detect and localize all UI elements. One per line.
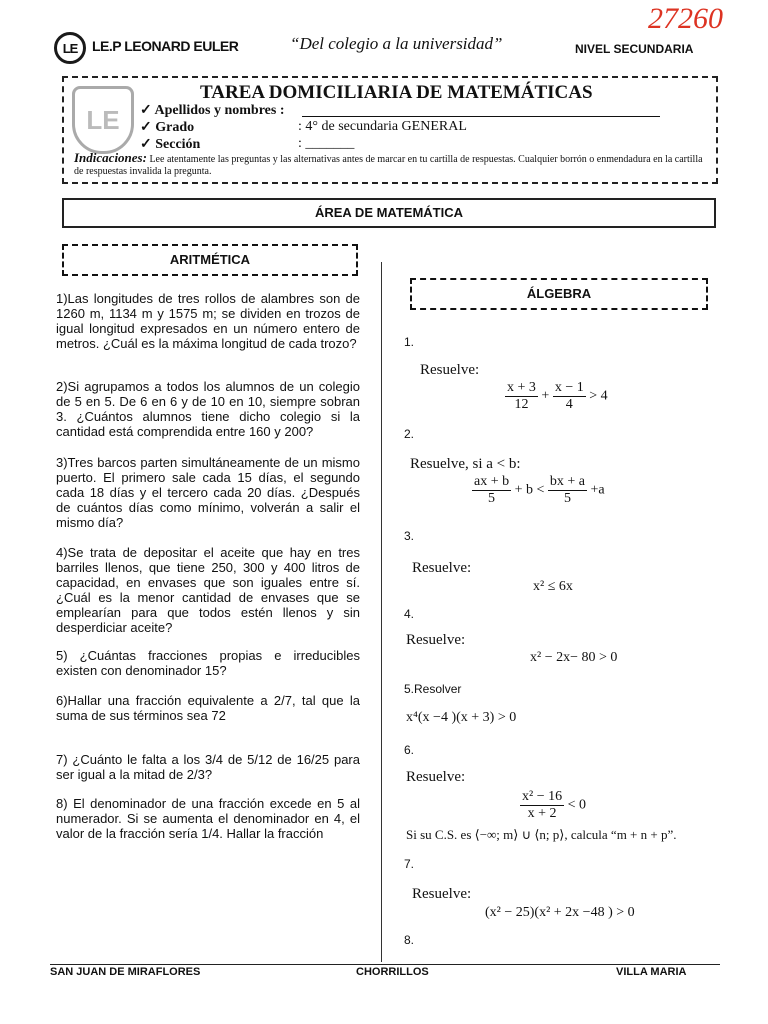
eq2-tail: +a bbox=[590, 482, 605, 498]
alg-instruction-1: Resuelve: bbox=[420, 362, 480, 378]
alg-eq-7: (x² − 25)(x² + 2x −48 ) > 0 bbox=[485, 905, 635, 920]
alg-eq-2 bbox=[472, 474, 605, 507]
alg-eq-6 bbox=[520, 789, 586, 822]
area-title: ÁREA DE MATEMÁTICA bbox=[62, 198, 716, 228]
arith-question-5: 5) ¿Cuántas fracciones propias e irreducibles existen con denominador 15? bbox=[56, 648, 360, 678]
eq1-num1: x + 3 bbox=[507, 380, 536, 395]
indications-label: Indicaciones: bbox=[74, 150, 147, 165]
level-label: NIVEL SECUNDARIA bbox=[575, 42, 694, 56]
alg-num-1: 1. bbox=[404, 335, 415, 349]
field-value-section: : _______ bbox=[298, 136, 355, 151]
field-value-grade: : 4° de secundaria GENERAL bbox=[298, 119, 467, 134]
field-label-section: ✓ Sección bbox=[140, 137, 201, 152]
eq1-den2: 4 bbox=[565, 397, 573, 412]
column-divider bbox=[381, 262, 382, 962]
eq2-den1: 5 bbox=[488, 491, 496, 506]
arith-question-8: 8) El denominador de una fracción excede en 5 al numerador. Si se aumenta el denominador en 4, el valor de la fracción sería 1/4. Hallar la fracción bbox=[56, 796, 360, 841]
arith-question-6: 6)Hallar una fracción equivalente a 2/7, tal que la suma de sus términos sea 72 bbox=[56, 693, 360, 723]
footer-center: CHORRILLOS bbox=[356, 966, 429, 978]
field-label-grade: ✓ Grado bbox=[140, 120, 195, 135]
alg-instruction-2: Resuelve, si a < b: bbox=[410, 456, 521, 472]
eq1-op: + bbox=[541, 388, 550, 404]
motto: “Del colegio a la universidad” bbox=[290, 34, 503, 53]
eq1-num2: x − 1 bbox=[554, 380, 584, 395]
alg-num-3: 3. bbox=[404, 529, 415, 543]
arith-question-2: 2)Si agrupamos a todos los alumnos de un colegio de 5 en 5. De 6 en 6 y de 10 en 10, siempre sobran 3. ¿Cuántos alumnos tiene dicho colegio si la cantidad está comprendida entre 160 y 200? bbox=[56, 379, 360, 439]
alg-num-7: 7. bbox=[404, 857, 415, 871]
alg-eq-3: x² ≤ 6x bbox=[533, 579, 573, 594]
indications bbox=[74, 152, 714, 178]
alg-instruction-6: Resuelve: bbox=[406, 769, 466, 785]
algebra-title: ÁLGEBRA bbox=[410, 278, 708, 310]
eq1-den1: 12 bbox=[514, 397, 529, 412]
alg-extra-6: Si su C.S. es ⟨−∞; m⟩ ∪ ⟨n; p⟩, calcula “m + n + p”. bbox=[406, 827, 677, 842]
handwritten-number: 27260 bbox=[648, 2, 723, 35]
eq2-mid: + b < bbox=[514, 482, 545, 498]
homework-title: TAREA DOMICILIARIA DE MATEMÁTICAS bbox=[200, 82, 593, 103]
alg-num-4: 4. bbox=[404, 607, 415, 621]
indications-text: Lee atentamente las preguntas y las alternativas antes de marcar en tu cartilla de respuestas. Cualquier borrón o enmendadura en la cartilla de respuestas invalida la pregunta. bbox=[74, 154, 703, 177]
alg-num-6: 6. bbox=[404, 743, 415, 757]
arith-question-7: 7) ¿Cuánto le falta a los 3/4 de 5/12 de 16/25 para ser igual a la mitad de 2/3? bbox=[56, 752, 360, 782]
alg-instruction-3: Resuelve: bbox=[412, 560, 472, 576]
school-logo bbox=[54, 32, 86, 64]
eq6-den: x + 2 bbox=[527, 806, 557, 821]
alg-eq-4: x² − 2x− 80 > 0 bbox=[530, 650, 618, 665]
school-name: LE.P LEONARD EULER bbox=[92, 38, 239, 54]
eq2-den2: 5 bbox=[563, 491, 571, 506]
eq6-num: x² − 16 bbox=[522, 789, 563, 804]
field-label-name: ✓ Apellidos y nombres : bbox=[140, 103, 285, 118]
alg-num-2: 2. bbox=[404, 427, 415, 441]
footer-left: SAN JUAN DE MIRAFLORES bbox=[50, 966, 201, 978]
footer-right: VILLA MARIA bbox=[616, 966, 687, 978]
alg-instruction-4: Resuelve: bbox=[406, 632, 466, 648]
eq6-tail: < 0 bbox=[567, 797, 586, 813]
watermark-logo: LE bbox=[72, 86, 134, 154]
eq1-tail: > 4 bbox=[589, 388, 608, 404]
footer-divider bbox=[50, 964, 720, 965]
alg-instruction-7: Resuelve: bbox=[412, 886, 472, 902]
eq2-num2: bx + a bbox=[549, 474, 586, 489]
arith-question-4: 4)Se trata de depositar el aceite que hay en tres barriles llenos, que tiene 250, 300 y 400 litros de capacidad, en envases que son iguales entre sí. ¿Cuál es la menor cantidad de envases que se emplearían para que todos estén llenos y sin desperdiciar aceite? bbox=[56, 545, 360, 635]
arith-question-3: 3)Tres barcos parten simultáneamente de un mismo puerto. El primero sale cada 15 días, el segundo cada 18 días y el tercero cada 20 días. ¿Después de cuántos días como mínimo, volverán a salir el mismo día? bbox=[56, 455, 360, 530]
alg-num-8: 8. bbox=[404, 933, 415, 947]
school-logo-text: LE bbox=[62, 40, 78, 56]
alg-eq-1 bbox=[505, 380, 608, 413]
alg-eq-5: x⁴(x −4 )(x + 3) > 0 bbox=[406, 710, 517, 725]
eq2-num1: ax + b bbox=[474, 474, 510, 489]
arith-question-1: 1)Las longitudes de tres rollos de alambres son de 1260 m, 1134 m y 1575 m; se dividen en trozos de igual longitud expresados en un número entero de metros. ¿Cuál es la máxima longitud de cada trozo? bbox=[56, 291, 360, 351]
name-underline bbox=[302, 116, 660, 117]
alg-num-5: 5.Resolver bbox=[404, 682, 462, 696]
arithmetic-title: ARITMÉTICA bbox=[62, 244, 358, 276]
